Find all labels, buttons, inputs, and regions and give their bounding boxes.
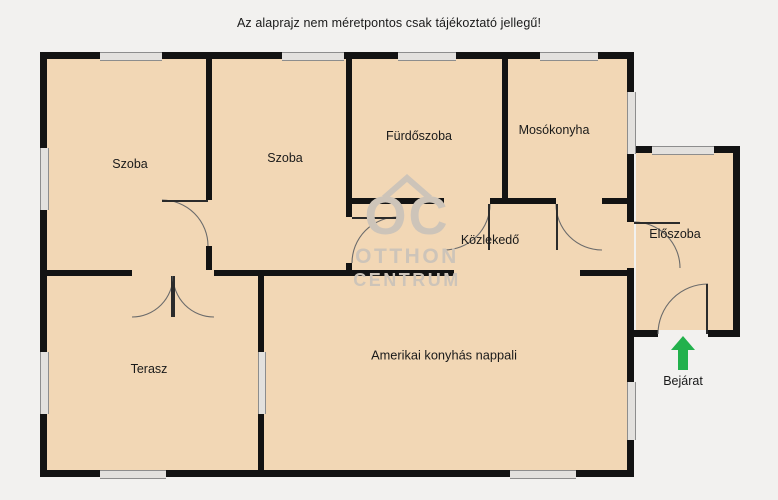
door-leaf bbox=[173, 276, 175, 317]
wall-inner-v-bath-laundry bbox=[502, 52, 508, 204]
watermark-line-2: CENTRUM bbox=[353, 270, 461, 290]
wall-hall-right bbox=[733, 146, 740, 337]
window-bottom-nappali bbox=[510, 470, 576, 479]
page-caption: Az alaprajz nem méretpontos csak tájékoztató jellegű! bbox=[236, 16, 542, 30]
room-label-eloszoba: Előszoba bbox=[649, 227, 701, 241]
room-label-furdoszoba: Fürdőszoba bbox=[385, 129, 453, 143]
room-fill-furdoszoba bbox=[352, 58, 502, 198]
room-label-terasz: Terasz bbox=[130, 362, 168, 376]
door-terasz-right bbox=[173, 276, 214, 317]
room-label-szoba-2: Szoba bbox=[267, 151, 303, 165]
window-terasz-nappali bbox=[258, 352, 266, 414]
window-top-szoba2 bbox=[282, 52, 344, 61]
door-mosokonyha bbox=[556, 204, 602, 250]
door-leaf bbox=[634, 222, 680, 224]
room-label-kozlekedo: Közlekedő bbox=[460, 233, 520, 247]
door-gap-kozlekedo-eloszoba bbox=[627, 222, 634, 268]
watermark-monogram: OC bbox=[364, 186, 450, 246]
entrance-arrow-icon bbox=[670, 334, 696, 377]
room-label-mosokonyha: Mosókonyha bbox=[518, 123, 590, 137]
room-label-szoba-1: Szoba bbox=[112, 157, 148, 171]
door-gap-nappali-kozlekedo bbox=[454, 270, 580, 276]
window-top-furdoszoba bbox=[398, 52, 456, 61]
door-leaf bbox=[556, 204, 558, 250]
window-bottom-terasz bbox=[100, 470, 166, 479]
window-left-szoba1 bbox=[40, 148, 49, 210]
room-label-nappali: Amerikai konyhás nappali bbox=[371, 347, 517, 363]
door-leaf bbox=[706, 284, 708, 334]
room-fill-nappali bbox=[264, 276, 628, 471]
window-left-terasz bbox=[40, 352, 49, 414]
floor-plan bbox=[40, 52, 740, 477]
door-leaf bbox=[162, 200, 208, 202]
door-terasz-left bbox=[132, 276, 173, 317]
window-top-szoba1 bbox=[100, 52, 162, 61]
entrance-label: Bejárat bbox=[663, 374, 703, 388]
window-hall-top bbox=[652, 146, 714, 155]
door-bejarat bbox=[658, 284, 708, 334]
watermark-line-1: OTTHON bbox=[355, 245, 459, 268]
window-right-mosokonyha bbox=[627, 92, 636, 154]
door-szoba2-kozlekedo bbox=[352, 217, 398, 263]
door-szoba1-szoba2 bbox=[162, 200, 208, 246]
window-top-mosokonyha bbox=[540, 52, 598, 61]
window-right-nappali bbox=[627, 382, 636, 440]
door-leaf bbox=[352, 217, 398, 219]
